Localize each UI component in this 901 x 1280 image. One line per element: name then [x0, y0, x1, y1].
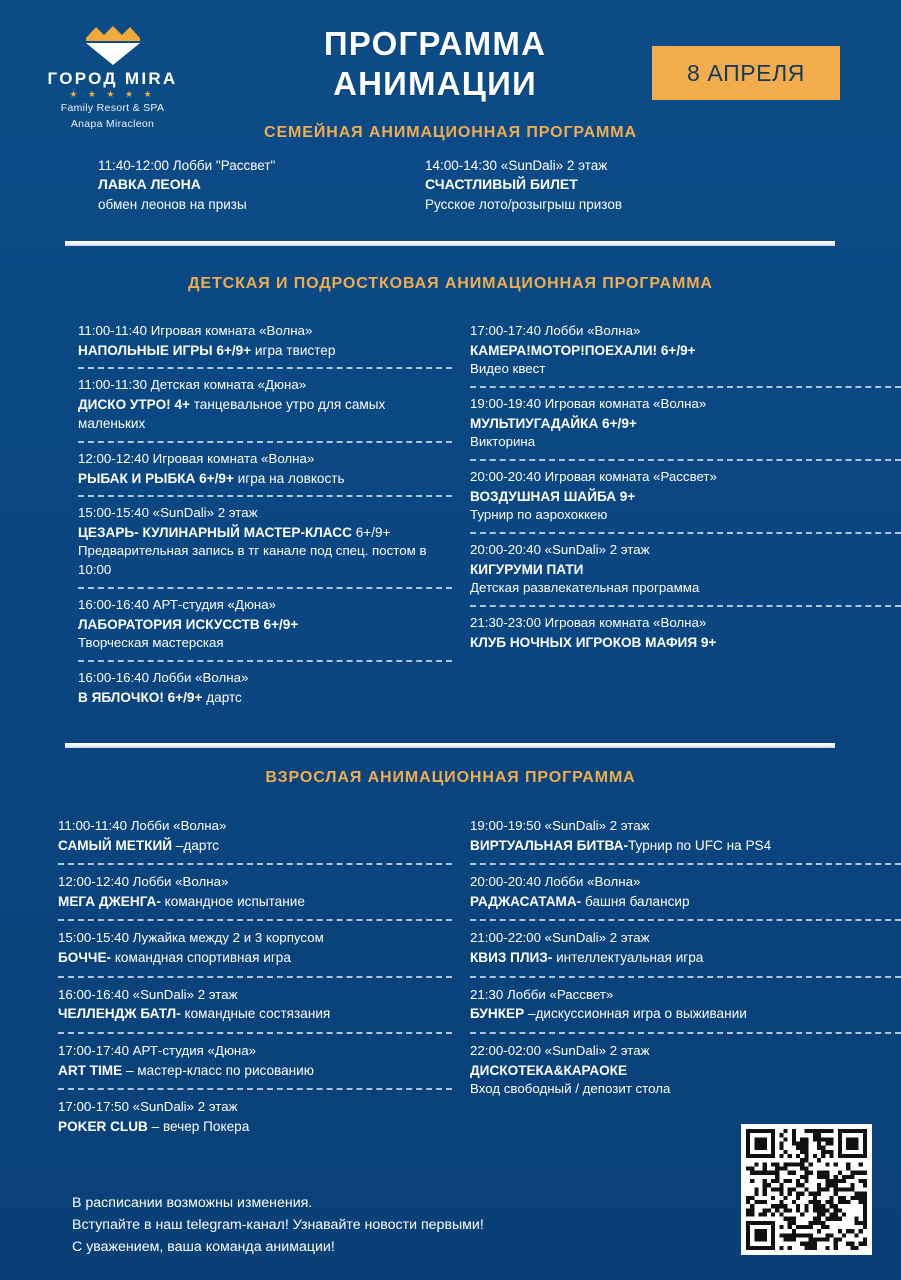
section-heading-adults: ВЗРОСЛАЯ АНИМАЦИОННАЯ ПРОГРАММА	[265, 769, 636, 786]
event-item	[470, 986, 901, 1024]
event-title	[78, 341, 452, 360]
event-title	[58, 836, 452, 855]
event-separator	[470, 459, 901, 461]
event-item	[58, 1098, 452, 1136]
event-time-place: 15:00-15:40 «SunDali» 2 этаж	[78, 504, 258, 520]
event-title-rest: игра на ловкость	[233, 470, 345, 486]
event-item	[58, 873, 452, 911]
section-divider-1	[65, 241, 835, 246]
event-item	[78, 322, 452, 360]
event-item	[470, 1042, 901, 1099]
event-title	[58, 948, 452, 967]
event-description: Творческая мастерская	[78, 634, 224, 650]
event-title-rest: 6+/9+	[351, 524, 391, 540]
event-item	[470, 873, 901, 911]
event-item	[470, 322, 901, 379]
event-separator	[58, 1088, 452, 1090]
event-title-strong: НАПОЛЬНЫЕ ИГРЫ 6+/9+	[78, 342, 252, 358]
event-time-place: 12:00-12:40 Лобби «Волна»	[58, 874, 229, 890]
event-description: Предварительная запись в тг канале под спец. постом в 10:00	[78, 542, 427, 577]
event-title-strong: СЧАСТЛИВЫЙ БИЛЕТ	[425, 176, 578, 193]
logo-subtitle-1: Family Resort & SPA	[60, 101, 165, 114]
adults-column-right	[452, 817, 901, 1136]
footer-line-1: В расписании возможны изменения.	[72, 1195, 313, 1211]
event-title	[98, 175, 405, 195]
event-title	[58, 1061, 452, 1080]
kids-column-right	[452, 322, 901, 707]
event-time-place: 17:00-17:40 Лобби «Волна»	[470, 323, 641, 338]
footer-note	[72, 1192, 484, 1258]
event-title-rest: танцевальное утро для самых маленьких	[78, 397, 386, 432]
event-description: Видео квест	[470, 361, 546, 377]
event-time-place: 17:00-17:50 «SunDali» 2 этаж	[58, 1098, 238, 1114]
event-title-strong: ДИСКО УТРО! 4+	[78, 397, 190, 413]
event-time-place: 11:40-12:00 Лобби "Рассвет"	[98, 158, 276, 173]
event-separator	[78, 495, 452, 497]
event-time-place: 20:00-20:40 «SunDali» 2 этаж	[470, 542, 650, 558]
event-description: обмен леонов на призы	[98, 197, 247, 213]
event-item	[78, 669, 452, 707]
event-separator	[470, 1032, 901, 1034]
event-time-place: 15:00-15:40 Лужайка между 2 и 3 корпусом	[58, 930, 324, 946]
event-title-strong: КЛУБ НОЧНЫХ ИГРОКОВ МАФИЯ 9+	[470, 635, 717, 651]
event-separator	[78, 587, 452, 589]
event-title	[470, 892, 901, 911]
event-time-place: 17:00-17:40 АРТ-студия «Дюна»	[58, 1042, 257, 1058]
event-separator	[58, 863, 452, 865]
event-item	[470, 541, 901, 598]
kids-program-columns	[0, 322, 901, 707]
event-separator	[58, 1032, 452, 1034]
section-heading-family: СЕМЕЙНАЯ АНИМАЦИОННАЯ ПРОГРАММА	[264, 124, 637, 141]
event-item	[58, 929, 452, 967]
event-title	[470, 414, 901, 433]
adults-column-left	[0, 817, 452, 1136]
event-time-place: 20:00-20:40 Лобби «Волна»	[470, 874, 641, 890]
event-title-rest: –дискуссионная игра о выживании	[524, 1006, 747, 1022]
event-title-rest: башня балансир	[581, 894, 690, 910]
event-title	[78, 523, 452, 542]
event-title-rest: интеллектуальная игра	[552, 950, 704, 966]
poster-header	[0, 0, 901, 130]
event-separator	[470, 386, 901, 388]
logo-name: ГОРОД MIRA	[47, 69, 178, 88]
event-title	[470, 1061, 901, 1080]
event-title	[78, 395, 452, 434]
event-title-strong: ЛАВКА ЛЕОНА	[98, 176, 201, 193]
event-description: Викторина	[470, 434, 536, 450]
event-title-rest: командные состязания	[180, 1006, 331, 1022]
section-heading-kids: ДЕТСКАЯ И ПОДРОСТКОВАЯ АНИМАЦИОННАЯ ПРОГРАММА	[188, 275, 713, 292]
event-item	[78, 376, 452, 433]
event-title-strong: КИГУРУМИ ПАТИ	[470, 562, 584, 578]
event-title-rest: дартс	[202, 689, 242, 705]
event-separator	[470, 605, 901, 607]
event-separator	[78, 367, 452, 369]
page-title-line-1: ПРОГРАММА	[323, 25, 547, 62]
event-description: Русское лото/розыгрыш призов	[425, 197, 623, 213]
event-item	[58, 817, 452, 855]
event-separator	[78, 660, 452, 662]
event-title-strong: РАДЖАСАТАМА-	[470, 894, 582, 910]
family-column-left	[0, 156, 405, 214]
event-time-place: 14:00-14:30 «SunDali» 2 этаж	[425, 158, 608, 173]
event-title	[470, 560, 901, 579]
event-title	[78, 615, 452, 634]
event-title-strong: КВИЗ ПЛИЗ-	[470, 950, 553, 966]
event-time-place: 16:00-16:40 АРТ-студия «Дюна»	[78, 596, 277, 612]
event-separator	[58, 919, 452, 921]
logo-stars: ★ ★ ★ ★ ★	[69, 88, 156, 99]
event-title	[470, 633, 901, 652]
event-time-place: 16:00-16:40 «SunDali» 2 этаж	[58, 986, 238, 1002]
event-item	[470, 614, 901, 652]
event-time-place: 11:00-11:40 Лобби «Волна»	[58, 818, 227, 833]
page-title	[225, 24, 645, 105]
event-separator	[78, 441, 452, 443]
event-title	[58, 892, 452, 911]
event-title-rest: Турнир по UFC на PS4	[628, 837, 772, 853]
event-title-rest: командное испытание	[160, 894, 305, 910]
event-title-strong: ЧЕЛЛЕНДЖ БАТЛ-	[58, 1006, 181, 1022]
event-separator	[58, 976, 452, 978]
event-item	[470, 929, 901, 967]
event-title-strong: РЫБАК И РЫБКА 6+/9+	[78, 470, 234, 486]
kids-column-left	[0, 322, 452, 707]
event-description: Турнир по аэрохоккею	[470, 507, 608, 523]
event-title-rest: – мастер-класс по рисованию	[122, 1062, 314, 1078]
event-title-strong: В ЯБЛОЧКО! 6+/9+	[78, 689, 203, 705]
event-time-place: 19:00-19:40 Игровая комната «Волна»	[470, 396, 707, 412]
section-divider-2	[65, 743, 835, 748]
event-title-strong: ВОЗДУШНАЯ ШАЙБА 9+	[470, 488, 636, 504]
event-title-strong: МЕГА ДЖЕНГА-	[58, 894, 161, 910]
event-title-rest: –дартс	[172, 837, 219, 853]
event-item	[78, 596, 452, 653]
event-title-strong: ЛАБОРАТОРИЯ ИСКУССТВ 6+/9+	[78, 616, 299, 632]
event-title	[470, 1004, 901, 1023]
event-separator	[470, 532, 901, 534]
event-title-rest: командная спортивная игра	[111, 950, 291, 966]
resort-logo	[30, 22, 195, 132]
event-description: Детская развлекательная программа	[470, 580, 700, 596]
event-time-place: 11:00-11:30 Детская комната «Дюна»	[78, 377, 307, 393]
event-item	[58, 986, 452, 1024]
logo-subtitle-2: Anapa Miracleon	[70, 117, 155, 130]
page-title-line-2: АНИМАЦИИ	[333, 65, 537, 103]
event-title-rest: игра твистер	[251, 342, 336, 358]
event-title-strong: БОЧЧЕ-	[58, 950, 112, 966]
event-item	[425, 156, 901, 214]
event-time-place: 21:00-22:00 «SunDali» 2 этаж	[470, 930, 650, 946]
event-item	[470, 395, 901, 452]
event-separator	[470, 976, 901, 978]
event-title-strong: ВИРТУАЛЬНАЯ БИТВА-	[470, 837, 629, 853]
event-time-place: 12:00-12:40 Игровая комната «Волна»	[78, 450, 315, 466]
event-title-strong: САМЫЙ МЕТКИЙ	[58, 837, 173, 853]
event-time-place: 16:00-16:40 Лобби «Волна»	[78, 669, 249, 685]
event-title	[78, 688, 452, 707]
event-title-strong: ART TIME	[58, 1062, 123, 1078]
event-title	[58, 1004, 452, 1023]
event-title-strong: ЦЕЗАРЬ- КУЛИНАРНЫЙ МАСТЕР-КЛАСС	[78, 524, 352, 540]
event-separator	[470, 863, 901, 865]
event-item	[78, 504, 452, 580]
event-item	[470, 817, 901, 855]
event-title-strong: POKER CLUB	[58, 1118, 148, 1134]
event-time-place: 22:00-02:00 «SunDali» 2 этаж	[470, 1042, 650, 1058]
adults-program-columns	[0, 817, 901, 1136]
date-badge: 8 АПРЕЛЯ	[652, 46, 840, 100]
event-title	[78, 469, 452, 488]
event-title	[58, 1117, 452, 1136]
event-title	[470, 948, 901, 967]
event-description: Вход свободный / депозит стола	[470, 1080, 671, 1096]
event-title	[470, 341, 901, 360]
event-title-strong: ДИСКОТЕКА&КАРАОКЕ	[470, 1062, 628, 1078]
event-item	[58, 1042, 452, 1080]
footer-line-3: С уважением, ваша команда анимации!	[72, 1239, 335, 1255]
event-title	[470, 487, 901, 506]
family-column-right	[405, 156, 901, 214]
event-item	[470, 468, 901, 525]
event-time-place: 11:00-11:40 Игровая комната «Волна»	[78, 323, 313, 338]
event-separator	[470, 919, 901, 921]
event-item	[78, 450, 452, 488]
qr-code-icon[interactable]	[741, 1124, 872, 1255]
event-title-strong: МУЛЬТИУГАДАЙКА 6+/9+	[470, 415, 637, 431]
event-time-place: 21:30-23:00 Игровая комната «Волна»	[470, 615, 707, 631]
event-title-rest: – вечер Покера	[147, 1118, 250, 1134]
event-title-strong: КАМЕРА!МОТОР!ПОЕХАЛИ! 6+/9+	[470, 342, 696, 358]
event-time-place: 21:30 Лобби «Рассвет»	[470, 986, 614, 1002]
event-time-place: 20:00-20:40 Игровая комната «Рассвет»	[470, 469, 717, 485]
event-title	[425, 175, 901, 195]
footer-line-2: Вступайте в наш telegram-канал! Узнавайте новости первыми!	[72, 1217, 484, 1233]
mountain-wave-logo-icon	[82, 22, 144, 66]
event-item	[98, 156, 405, 214]
event-time-place: 19:00-19:50 «SunDali» 2 этаж	[470, 818, 650, 833]
event-title	[470, 836, 901, 855]
event-title-strong: БУНКЕР	[470, 1006, 525, 1022]
family-program-columns	[0, 156, 901, 214]
